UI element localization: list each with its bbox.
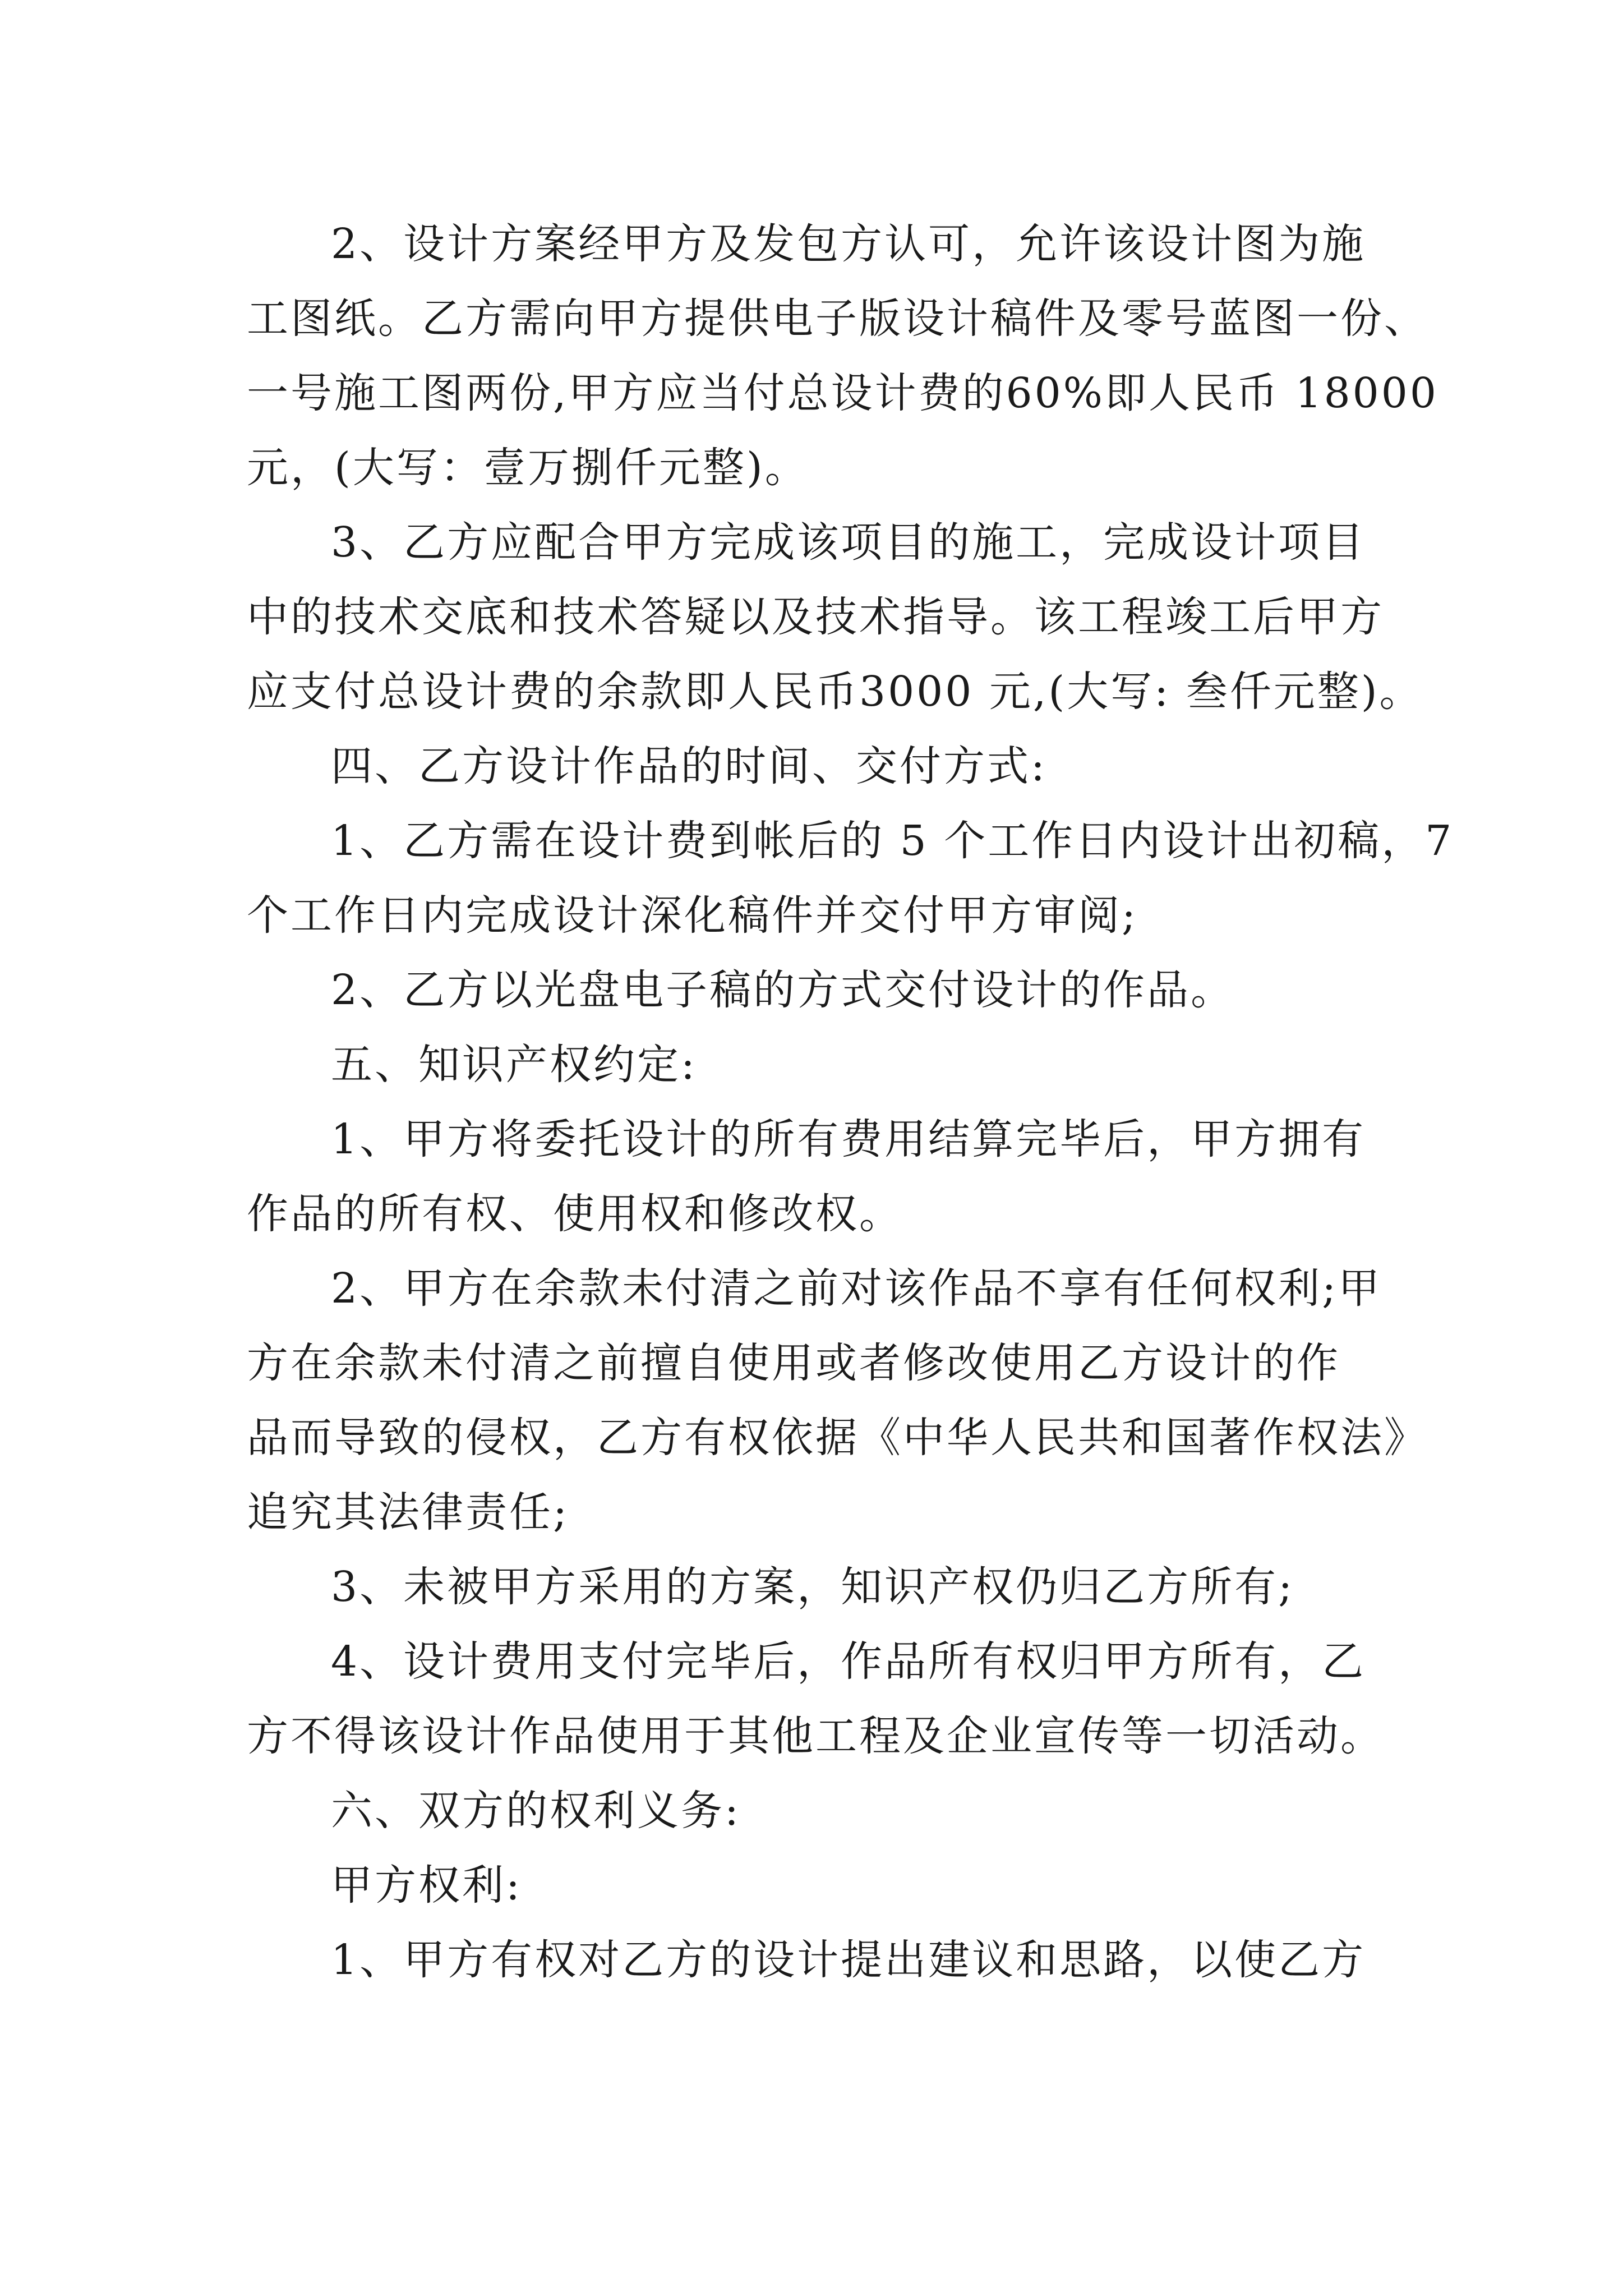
text-line: 3、未被甲方采用的方案，知识产权仍归乙方所有; [331, 1563, 1295, 1611]
section-heading: 六、双方的权利义务: [331, 1787, 741, 1835]
text-line: 2、设计方案经甲方及发包方认可，允许该设计图为施 [331, 220, 1366, 268]
text-line: 1、甲方有权对乙方的设计提出建议和思路，以使乙方 [331, 1936, 1366, 1984]
text-line: 中的技术交底和技术答疑以及技术指导。该工程竣工后甲方 [247, 593, 1384, 641]
text-line: 方在余款未付清之前擅自使用或者修改使用乙方设计的作 [247, 1339, 1340, 1387]
text-line: 品而导致的侵权，乙方有权依据《中华人民共和国著作权法》 [247, 1414, 1428, 1462]
section-heading: 四、乙方设计作品的时间、交付方式: [331, 742, 1047, 790]
subsection-heading: 甲方权利: [331, 1861, 522, 1910]
text-line: 个工作日内完成设计深化稿件并交付甲方审阅; [247, 891, 1138, 940]
section-heading: 五、知识产权约定: [331, 1041, 697, 1089]
text-line: 2、乙方以光盘电子稿的方式交付设计的作品。 [331, 966, 1235, 1014]
text-line: 一号施工图两份,甲方应当付总设计费的60%即人民币 18000 [247, 369, 1438, 417]
text-line: 方不得该设计作品使用于其他工程及企业宣传等一切活动。 [247, 1712, 1384, 1760]
text-line: 4、设计费用支付完毕后，作品所有权归甲方所有，乙 [331, 1637, 1366, 1686]
text-line: 追究其法律责任; [247, 1488, 569, 1536]
text-line: 2、甲方在余款未付清之前对该作品不享有任何权利;甲 [331, 1264, 1382, 1313]
text-line: 1、甲方将委托设计的所有费用结算完毕后，甲方拥有 [331, 1115, 1366, 1163]
text-line: 3、乙方应配合甲方完成该项目的施工，完成设计项目 [331, 518, 1366, 567]
text-line: 应支付总设计费的余款即人民币3000 元,(大写: 叁仟元整)。 [247, 668, 1423, 716]
text-line: 1、乙方需在设计费到帐后的 5 个工作日内设计出初稿，7 [331, 817, 1454, 865]
text-line: 元，(大写：壹万捌仟元整)。 [247, 444, 809, 492]
text-line: 工图纸。乙方需向甲方提供电子版设计稿件及零号蓝图一份、 [247, 295, 1428, 343]
text-line: 作品的所有权、使用权和修改权。 [247, 1190, 903, 1238]
